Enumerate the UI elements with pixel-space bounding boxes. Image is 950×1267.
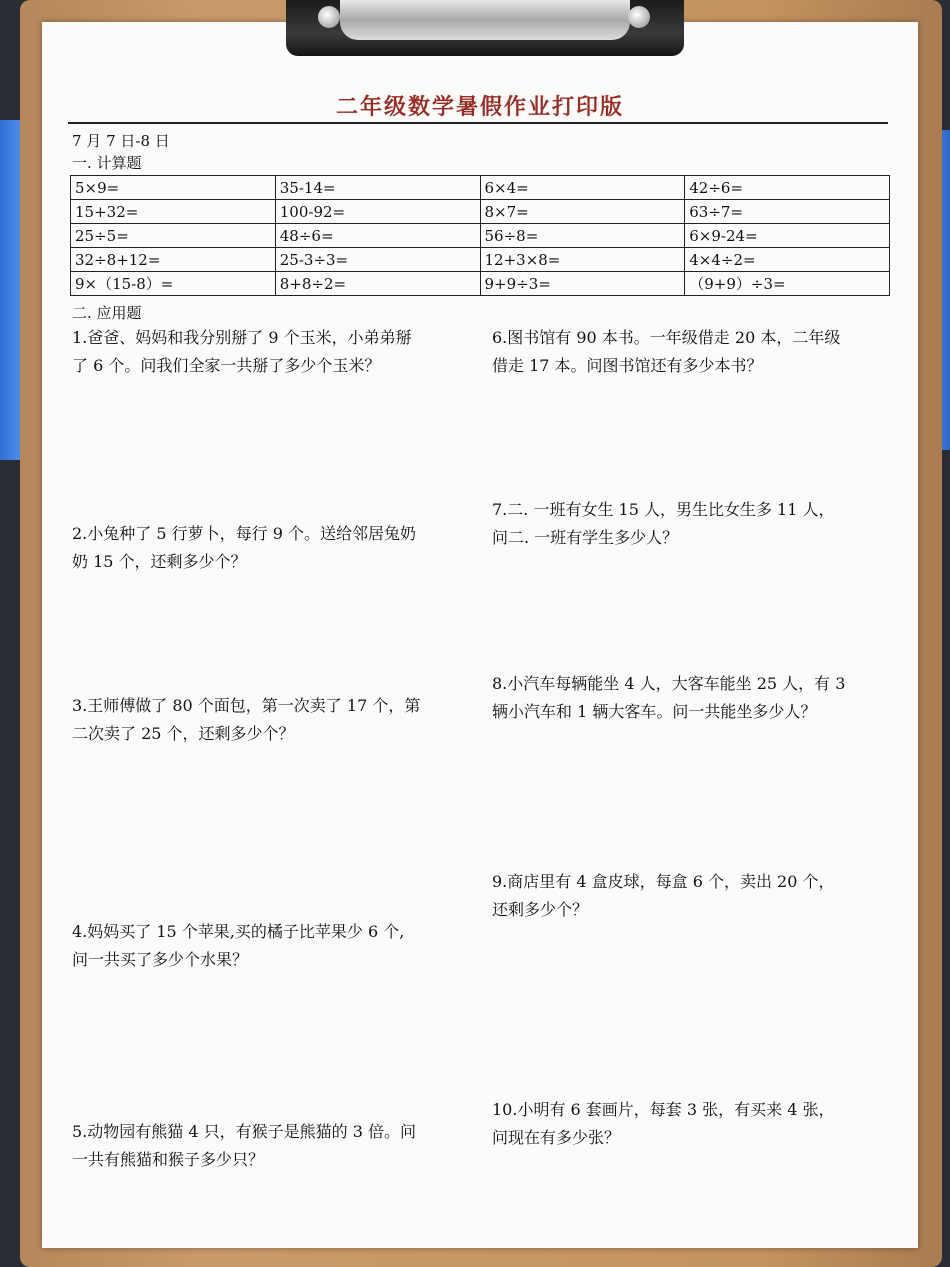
- calc-cell: 12+3×8=: [480, 248, 685, 272]
- question-text: 9.商店里有 4 盒皮球，每盒 6 个，卖出 20 个，: [492, 872, 835, 891]
- calc-cell: 25÷5=: [71, 224, 276, 248]
- question-text: 8.小汽车每辆能坐 4 人，大客车能坐 25 人，有 3: [492, 674, 846, 693]
- calc-row: [71, 248, 890, 272]
- clip-screw-left: [318, 6, 340, 28]
- question-text: 问一共买了多少个水果？: [72, 950, 249, 969]
- calculation-table: [70, 175, 890, 296]
- calc-cell: 8+8÷2=: [275, 272, 480, 296]
- calc-cell: 6×4=: [480, 176, 685, 200]
- calc-row: [71, 176, 890, 200]
- question-5: [72, 1118, 472, 1174]
- calc-cell: 9×（15-8）=: [71, 272, 276, 296]
- calc-cell: 8×7=: [480, 200, 685, 224]
- title-divider: [68, 122, 888, 124]
- question-text: 借走 17 本。问图书馆还有多少本书？: [492, 356, 763, 375]
- calc-cell: 56÷8=: [480, 224, 685, 248]
- calc-cell: 6×9-24=: [685, 224, 890, 248]
- calc-cell: 15+32=: [71, 200, 276, 224]
- calc-cell: 100-92=: [275, 200, 480, 224]
- question-7: [492, 496, 892, 552]
- calc-cell: 4×4÷2=: [685, 248, 890, 272]
- question-9: [492, 868, 892, 924]
- question-text: 还剩多少个？: [492, 900, 589, 919]
- question-text: 10.小明有 6 套画片，每套 3 张，有买来 4 张，: [492, 1100, 835, 1119]
- question-text: 一共有熊猫和猴子多少只？: [72, 1150, 265, 1169]
- question-text: 5.动物园有熊猫 4 只，有猴子是熊猫的 3 倍。问: [72, 1122, 416, 1141]
- calc-cell: 32÷8+12=: [71, 248, 276, 272]
- section-calculation-heading: 一. 计算题: [72, 154, 142, 172]
- question-text: 1.爸爸、妈妈和我分别掰了 9 个玉米，小弟弟掰: [72, 328, 412, 347]
- calc-cell: 35-14=: [275, 176, 480, 200]
- clip-screw-right: [628, 6, 650, 28]
- question-2: [72, 520, 472, 576]
- calc-row: [71, 200, 890, 224]
- calc-cell: 9+9÷3=: [480, 272, 685, 296]
- worksheet-paper: [42, 22, 918, 1248]
- question-text: 了 6 个。问我们全家一共掰了多少个玉米？: [72, 356, 381, 375]
- calc-cell: 42÷6=: [685, 176, 890, 200]
- question-6: [492, 324, 892, 380]
- calc-row: [71, 272, 890, 296]
- question-text: 奶 15 个，还剩多少个？: [72, 552, 247, 571]
- question-4: [72, 918, 472, 974]
- worksheet-title: 二年级数学暑假作业打印版: [335, 94, 624, 120]
- question-text: 4.妈妈买了 15 个苹果,买的橘子比苹果少 6 个,: [72, 922, 405, 941]
- question-text: 问现在有多少张？: [492, 1128, 621, 1147]
- section-word-problems-heading: 二. 应用题: [72, 304, 142, 322]
- question-1: [72, 324, 472, 380]
- calc-cell: （9+9）÷3=: [685, 272, 890, 296]
- question-10: [492, 1096, 892, 1152]
- question-8: [492, 670, 892, 726]
- question-text: 3.王师傅做了 80 个面包，第一次卖了 17 个，第: [72, 696, 421, 715]
- calc-cell: 63÷7=: [685, 200, 890, 224]
- question-text: 问二. 一班有学生多少人？: [492, 528, 679, 547]
- question-text: 辆小汽车和 1 辆大客车。问一共能坐多少人？: [492, 702, 817, 721]
- clip-metal-bar: [340, 0, 630, 40]
- calc-cell: 5×9=: [71, 176, 276, 200]
- calc-cell: 25-3÷3=: [275, 248, 480, 272]
- question-text: 二次卖了 25 个，还剩多少个？: [72, 724, 295, 743]
- date-label: 7 月 7 日-8 日: [72, 132, 170, 150]
- calc-row: [71, 224, 890, 248]
- question-text: 2.小兔种了 5 行萝卜，每行 9 个。送给邻居兔奶: [72, 524, 416, 543]
- calc-cell: 48÷6=: [275, 224, 480, 248]
- question-text: 7.二. 一班有女生 15 人，男生比女生多 11 人，: [492, 500, 835, 519]
- question-text: 6.图书馆有 90 本书。一年级借走 20 本，二年级: [492, 328, 841, 347]
- question-3: [72, 692, 472, 748]
